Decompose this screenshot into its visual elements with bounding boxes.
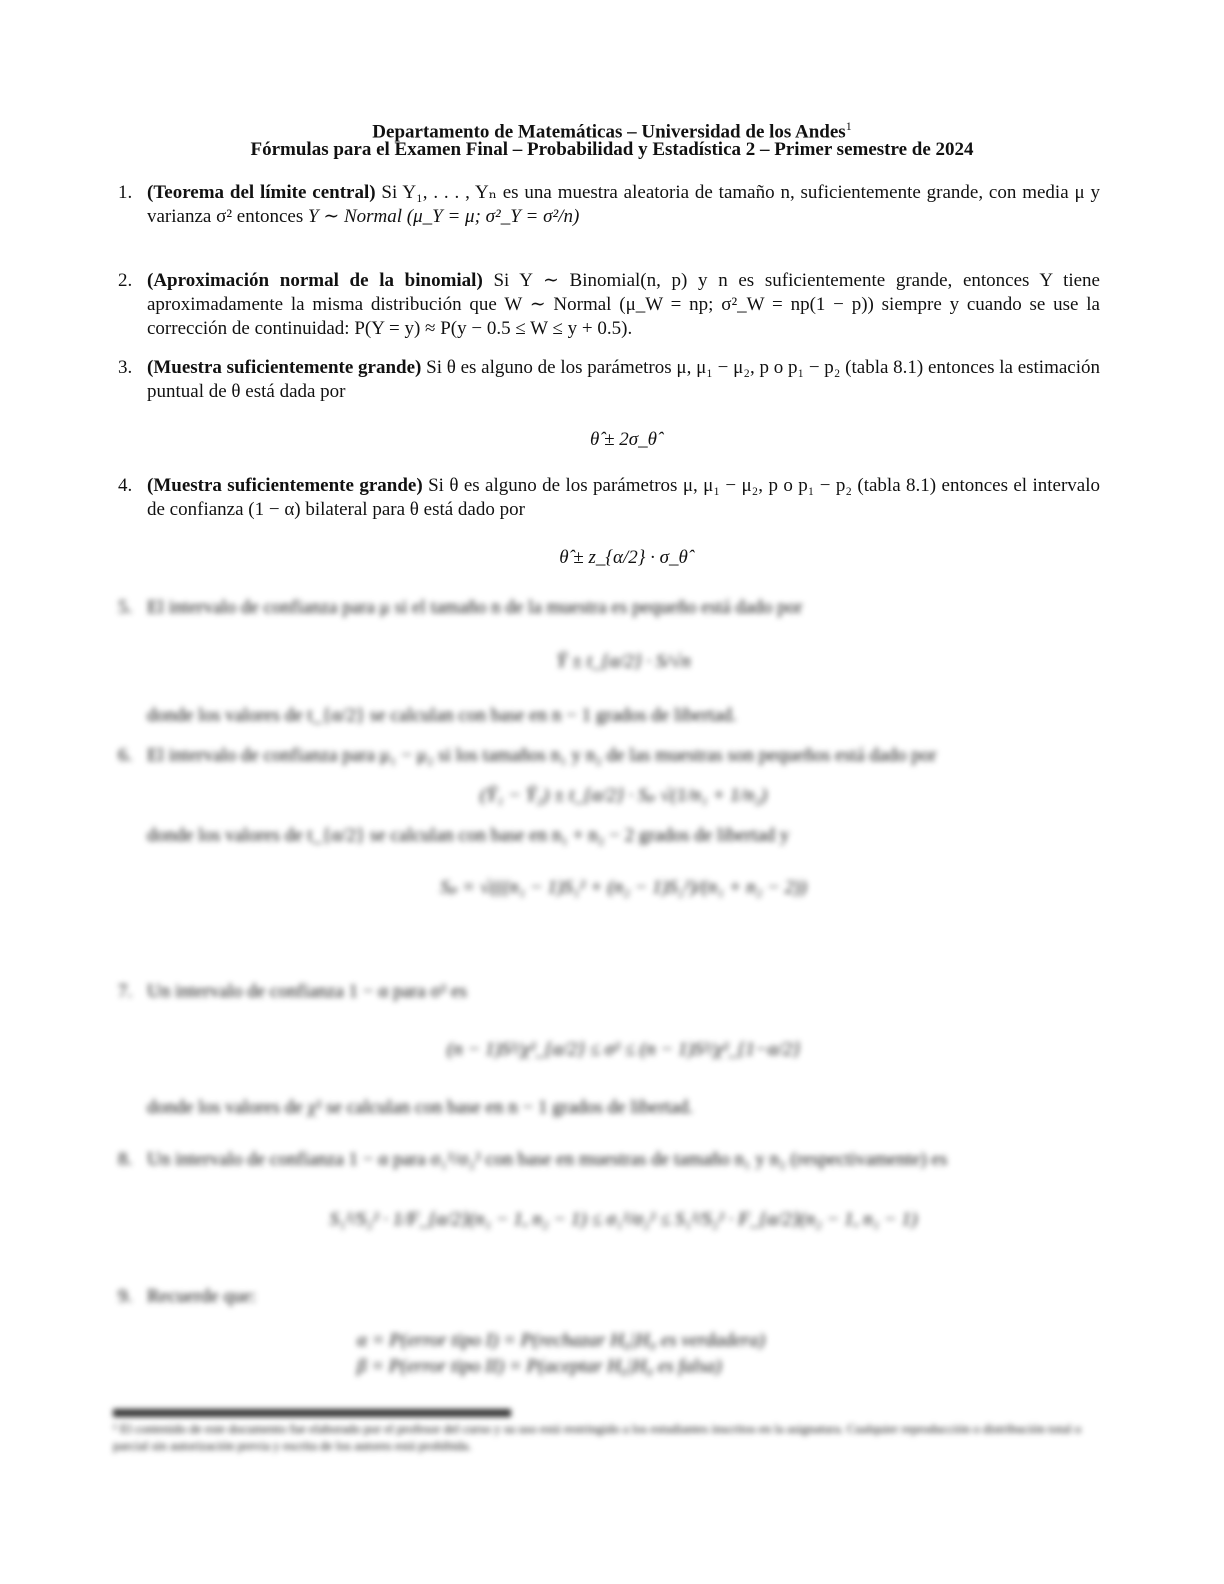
footnote-rule: [113, 1409, 511, 1417]
item-number: 5.: [118, 597, 133, 618]
item-text: Si θ es alguno de los parámetros μ, μ₁ − μ₂, p o p₁ − p₂ (tabla 8.1) entonces la estimación puntual de θ está dada por: [147, 357, 1100, 402]
item-7: [118, 980, 1100, 1120]
item-9: [118, 1285, 1100, 1379]
item-4: [118, 474, 1100, 584]
item-1: [118, 181, 1100, 229]
item-formula: θ̂ ± z_{α/2} · σ_θ̂: [559, 547, 688, 568]
item-note: donde los valores de t_{α/2} se calculan con base en n₁ + n₂ − 2 grados de libertad y: [147, 825, 790, 846]
item-formula: S₁²/S₂² · 1/F_{α/2}(n₁ − 1, n₂ − 1) ≤ σ₁²/σ₂² ≤ S₁²/S₂² · F_{α/2}(n₂ − 1, n₁ − 1): [329, 1209, 918, 1230]
item-text: Un intervalo de confianza 1 − α para σ₁²/σ₂² con base en muestras de tamaño n₁ y n₂ (respectivamente) es: [147, 1149, 948, 1170]
item-6: [118, 744, 1100, 928]
item-title: (Aproximación normal de la binomial): [147, 270, 483, 291]
item-8: [118, 1148, 1100, 1268]
item-note: donde los valores de χ² se calculan con base en n − 1 grados de libertad.: [147, 1097, 694, 1118]
header-line-2: Fórmulas para el Examen Final – Probabilidad y Estadística 2 – Primer semestre de 2024: [250, 139, 974, 160]
item-number: 2.: [118, 270, 133, 291]
item-text: Si Y₁, . . . , Yₙ es una muestra aleatoria de tamaño n, suficientemente grande, con media μ y varianza σ² entonces: [147, 182, 1100, 227]
item-number: 9.: [118, 1286, 133, 1307]
item-formula: (n − 1)S²/χ²_{α/2} ≤ σ² ≤ (n − 1)S²/χ²_{1−α/2}: [446, 1039, 801, 1060]
item-text: Si Y ∼ Binomial(n, p) y n es suficientemente grande, entonces Y tiene aproximadamente la misma distribución que W ∼ Normal (μ_W = np; σ²_W = np(1 − p)) siempre y cuando se use la corrección de continuidad: P(Y = y) ≈ P(y − 0.5 ≤ W ≤ y + 0.5).: [147, 270, 1100, 339]
item-5: [118, 596, 1100, 728]
item-note: donde los valores de t_{α/2} se calculan con base en n − 1 grados de libertad.: [147, 705, 737, 726]
item-number: 4.: [118, 475, 133, 496]
item-text: Si θ es alguno de los parámetros μ, μ₁ − μ₂, p o p₁ − p₂ (tabla 8.1) entonces el intervalo de confianza (1 − α) bilateral para θ está dado por: [147, 475, 1101, 520]
item-number: 8.: [118, 1149, 133, 1170]
item-formula: Y ∼ Normal (μ_Y = μ; σ²_Y = σ²/n): [308, 206, 580, 227]
footnote: ¹ El contenido de este documento fue elaborado por el profesor del curso y su uso está restringido a los estudiantes inscritos en la asignatura. Cualquier reproducción o distribución total o parcial sin autorización previa y escrita de los autores está prohibida.: [113, 1421, 1082, 1453]
item-text: Un intervalo de confianza 1 − α para σ² es: [147, 981, 467, 1002]
item-number: 1.: [118, 182, 133, 203]
header-line-1: Departamento de Matemáticas – Universidad de los Andes$^1$: [372, 119, 852, 143]
item-3: [118, 356, 1100, 466]
item-2: [118, 269, 1100, 341]
item-number: 6.: [118, 745, 133, 766]
item-title: (Teorema del límite central): [147, 182, 376, 203]
item-text: El intervalo de confianza para μ₁ − μ₂ si los tamaños n₁ y n₂ de las muestras son pequeños está dado por: [147, 745, 937, 766]
item-title: (Muestra suficientemente grande): [147, 357, 422, 378]
item-number: 7.: [118, 981, 133, 1002]
item-formula: θ̂ ± 2σ_θ̂: [590, 429, 657, 450]
item-line: α = P(error tipo I) = P(rechazar H₀|H₀ es verdadera): [357, 1330, 766, 1351]
item-text: Recuerde que:: [147, 1286, 257, 1307]
item-number: 3.: [118, 357, 133, 378]
item-formula: Ȳ ± t_{α/2} · S/√n: [556, 651, 691, 672]
item-text: El intervalo de confianza para μ si el tamaño n de la muestra es pequeño está dado por: [147, 597, 803, 618]
item-title: (Muestra suficientemente grande): [147, 475, 423, 496]
item-formula-2: Sₚ = √(((n₁ − 1)S₁² + (n₂ − 1)S₂²)/(n₁ + n₂ − 2)): [440, 877, 807, 898]
item-formula: (Ȳ₁ − Ȳ₂) ± t_{α/2} · Sₚ √(1/n₁ + 1/n₂): [479, 785, 768, 806]
item-line: β = P(error tipo II) = P(aceptar H₀|H₀ es falsa): [357, 1356, 722, 1377]
